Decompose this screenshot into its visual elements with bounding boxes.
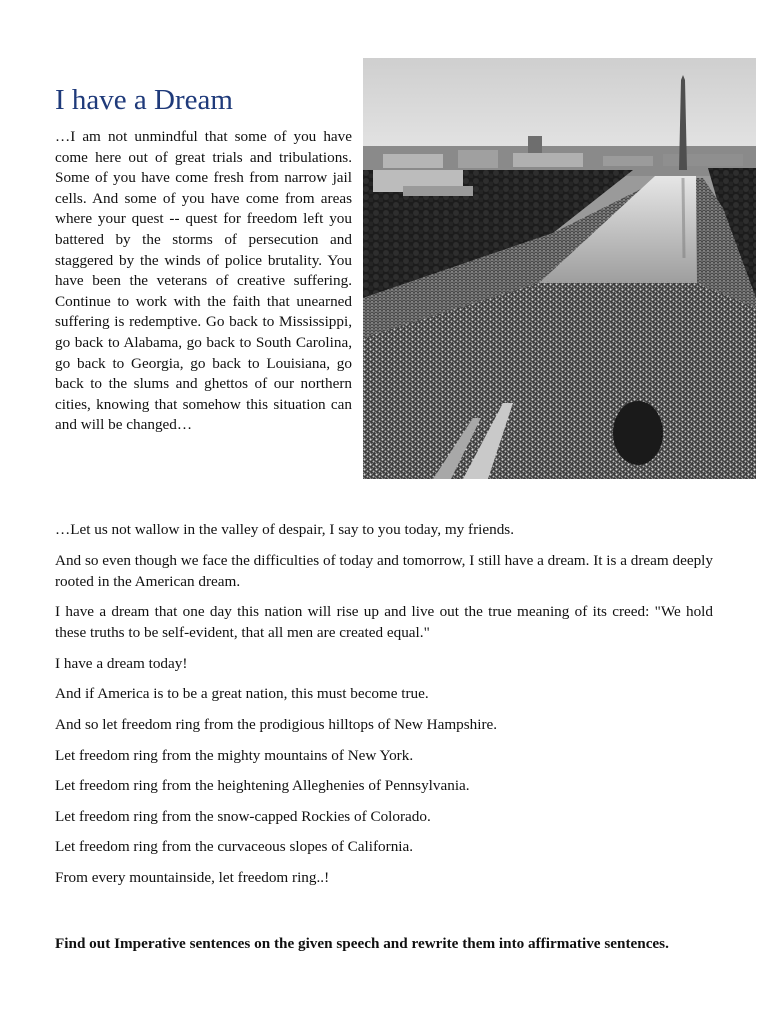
speech-line: From every mountainside, let freedom ring..! — [55, 868, 330, 886]
speech-body — [55, 519, 713, 898]
speech-line: And if America is to be a great nation, this must become true. — [55, 685, 429, 703]
speech-line: I have a dream that one day this nation will rise up and live out the true meaning of its creed: "We hold these truths to be self-evident, that all men are created equal." — [55, 603, 713, 642]
speech-line: Let freedom ring from the heightening Alleghenies of Pennsylvania. — [55, 777, 470, 795]
speech-line: …Let us not wallow in the valley of despair, I say to you today, my friends. — [55, 521, 514, 538]
speech-line: Let freedom ring from the snow-capped Rockies of Colorado. — [55, 807, 431, 825]
exercise-instruction: Find out Imperative sentences on the given speech and rewrite them into affirmative sentences. — [55, 935, 669, 952]
speech-line: I have a dream today! — [55, 654, 188, 672]
speech-line: Let freedom ring from the mighty mountains of New York. — [55, 746, 414, 764]
speech-line: And so even though we face the difficulties of today and tomorrow, I still have a dream. It is a dream deeply rooted in the American dream. — [55, 551, 713, 590]
speech-line: And so let freedom ring from the prodigious hilltops of New Hampshire. — [55, 715, 498, 733]
page-title: I have a Dream — [55, 84, 233, 116]
intro-paragraph: …I am not unmindful that some of you have come here out of great trials and tribulations. Some of you have come fresh from narrow jail cells. And some of you have come from areas where your quest -- quest for freedom left you battered by the storms of persecution and staggered by the winds of police brutality. You have been the veterans of creative suffering. Continue to work with the faith that unearned suffering is redemptive. Go back to Mississippi, go back to Alabama, go back to South Carolina, go back to Georgia, go back to Louisiana, go back to the slums and ghettos of our northern cities, knowing that somehow this situation can and will be changed… — [55, 128, 352, 434]
speech-line: Let freedom ring from the curvaceous slopes of California. — [55, 838, 414, 856]
march-on-washington-photo — [363, 58, 756, 479]
